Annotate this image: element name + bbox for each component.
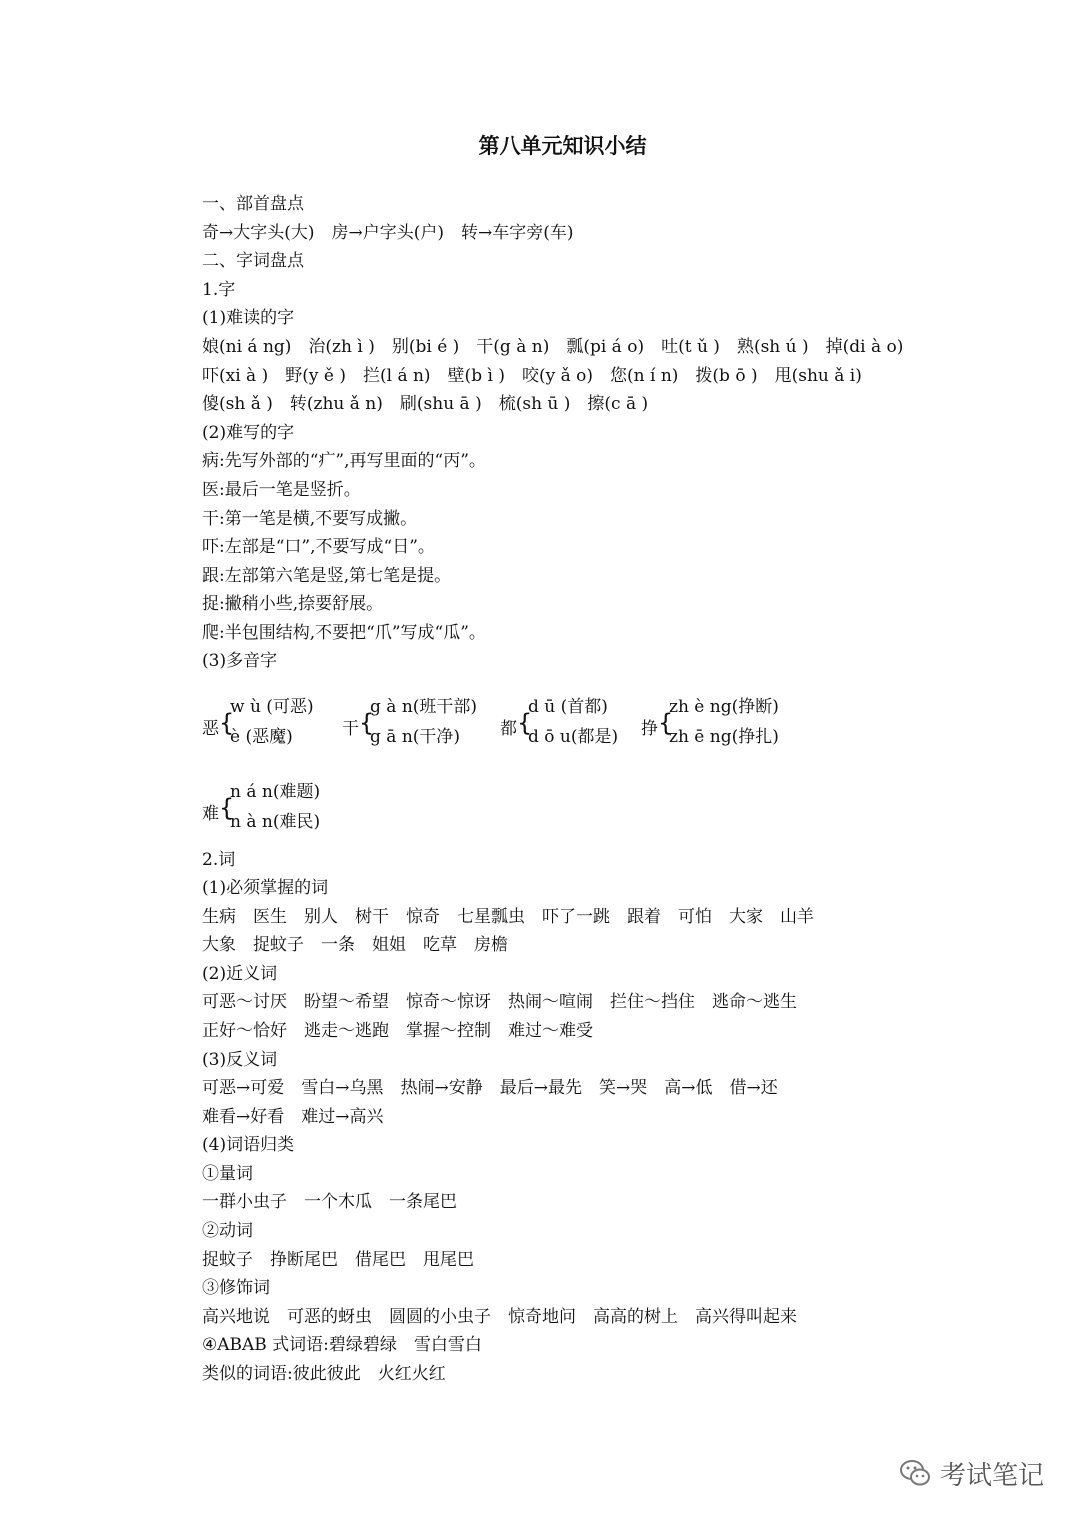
polyphone-reading: d ū (首都) xyxy=(528,697,608,717)
subsection-heading: (4)词语归类 xyxy=(202,1135,295,1155)
word-list: ④ABAB 式词语:碧绿碧绿 雪白雪白 xyxy=(202,1335,482,1355)
polyphone-reading: w ù (可恶) xyxy=(230,697,314,717)
polyphone-reading: d ō u(都是) xyxy=(528,727,619,747)
polyphone-gan: 干 { g à n(班干部) g ā n(干净) xyxy=(342,692,492,752)
polyphone-reading: g à n(班干部) xyxy=(370,697,478,717)
word-list: 难看→好看 难过→高兴 xyxy=(202,1107,384,1127)
text-line: 干:第一笔是横,不要写成撇。 xyxy=(202,509,418,529)
subsection-heading: 2.词 xyxy=(202,850,236,870)
word-list: 一群小虫子 一个木瓜 一条尾巴 xyxy=(202,1192,457,1212)
polyphone-reading: è (恶魔) xyxy=(230,727,293,747)
subsection-heading: (1)难读的字 xyxy=(202,308,295,328)
subsection-heading: (1)必须掌握的词 xyxy=(202,878,329,898)
pinyin-line: 吓(xi à ) 野(y ě ) 拦(l á n) 壁(b ì ) 咬(y ǎ o) 您(n í n) 拨(b ō ) 甩(shu ǎ i) xyxy=(202,366,862,386)
polyphone-char: 干 xyxy=(342,719,359,739)
category-heading: ③修饰词 xyxy=(202,1278,270,1298)
pinyin-line: 傻(sh ǎ ) 转(zhu ǎ n) 刷(shu ā ) 梳(sh ū ) 擦(c ā ) xyxy=(202,394,649,414)
word-list: 正好～恰好 逃走～逃跑 掌握～控制 难过～难受 xyxy=(202,1021,593,1041)
subsection-heading: (2)近义词 xyxy=(202,964,278,984)
polyphone-zheng: 挣 { zh è ng(挣断) zh ē ng(挣扎) xyxy=(641,692,801,752)
polyphone-du: 都 { d ū (首都) d ō u(都是) xyxy=(500,692,630,752)
text-line: 医:最后一笔是竖折。 xyxy=(202,480,361,500)
polyphone-reading: zh ē ng(挣扎) xyxy=(669,727,779,747)
subsection-heading: (3)多音字 xyxy=(202,651,278,671)
word-list: 大象 捉蚊子 一条 姐姐 吃草 房檐 xyxy=(202,935,508,955)
word-list: 可恶～讨厌 盼望～希望 惊奇～惊讶 热闹～喧闹 拦住～挡住 逃命～逃生 xyxy=(202,992,797,1012)
polyphone-char: 恶 xyxy=(202,719,219,739)
polyphone-nan: 难 { n á n(难题) n à n(难民) xyxy=(202,777,332,837)
polyphone-e: 恶 { w ù (可恶) è (恶魔) xyxy=(202,692,332,752)
polyphone-char: 挣 xyxy=(641,719,658,739)
polyphone-char: 都 xyxy=(500,719,517,739)
watermark-text: 考试笔记 xyxy=(940,1460,1045,1491)
text-line: 吓:左部是“口”,不要写成“日”。 xyxy=(202,537,435,557)
page-title: 第八单元知识小结 xyxy=(478,134,647,158)
text-line: 病:先写外部的“疒”,再写里面的“丙”。 xyxy=(202,451,486,471)
watermark xyxy=(898,1453,1058,1493)
text-line: 爬:半包围结构,不要把“爪”写成“瓜”。 xyxy=(202,623,486,643)
word-list: 生病 医生 别人 树干 惊奇 七星瓢虫 吓了一跳 跟着 可怕 大家 山羊 xyxy=(202,907,814,927)
text-line: 跟:左部第六笔是竖,第七笔是提。 xyxy=(202,566,452,586)
polyphone-reading: n à n(难民) xyxy=(230,812,321,832)
polyphone-char: 难 xyxy=(202,804,219,824)
section-heading: 二、字词盘点 xyxy=(202,251,304,271)
polyphone-reading: zh è ng(挣断) xyxy=(669,697,779,717)
word-list: 捉蚊子 挣断尾巴 借尾巴 甩尾巴 xyxy=(202,1250,474,1270)
polyphone-reading: n á n(难题) xyxy=(230,782,321,802)
wechat-icon xyxy=(898,1456,932,1490)
pinyin-line: 娘(ni á ng) 治(zh ì ) 别(bi é ) 干(g à n) 瓢(pi á o) 吐(t ǔ ) 熟(sh ú ) 掉(di à o) xyxy=(202,337,904,357)
subsection-heading: 1.字 xyxy=(202,280,236,300)
subsection-heading: (2)难写的字 xyxy=(202,423,295,443)
word-list: 类似的词语:彼此彼此 火红火红 xyxy=(202,1364,446,1384)
word-list: 高兴地说 可恶的蚜虫 圆圆的小虫子 惊奇地问 高高的树上 高兴得叫起来 xyxy=(202,1307,797,1327)
text-line: 奇→大字头(大) 房→户字头(户) 转→车字旁(车) xyxy=(202,223,574,243)
subsection-heading: (3)反义词 xyxy=(202,1050,278,1070)
text-line: 捉:撇稍小些,捺要舒展。 xyxy=(202,594,384,614)
category-heading: ②动词 xyxy=(202,1221,253,1241)
word-list: 可恶→可爱 雪白→乌黑 热闹→安静 最后→最先 笑→哭 高→低 借→还 xyxy=(202,1078,778,1098)
category-heading: ①量词 xyxy=(202,1164,253,1184)
section-heading: 一、部首盘点 xyxy=(202,194,304,214)
polyphone-reading: g ā n(干净) xyxy=(370,727,461,747)
